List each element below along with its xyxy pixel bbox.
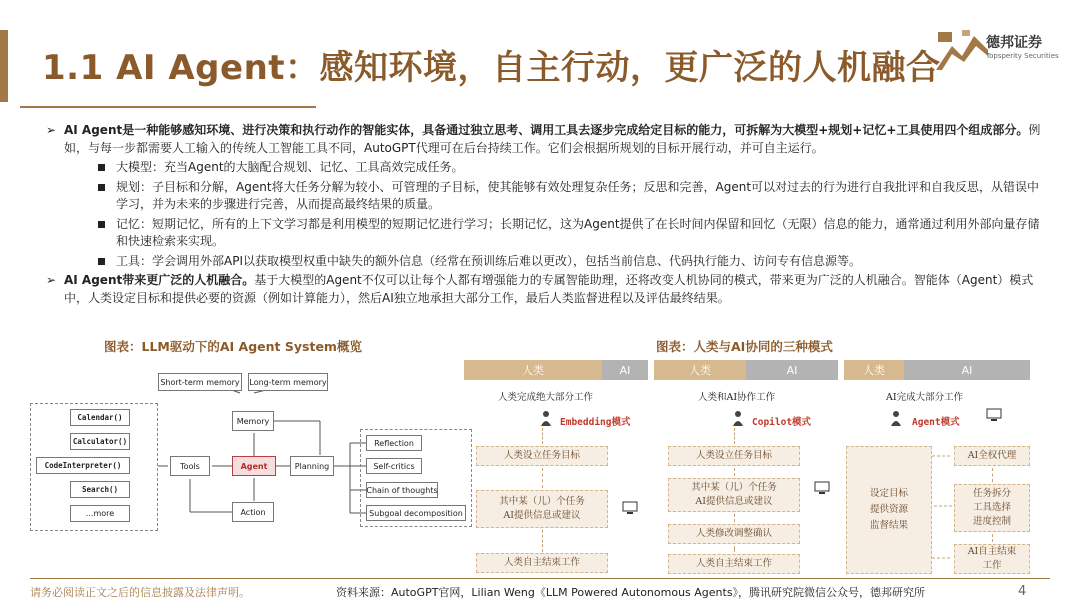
logo-en-text: Topsperity Securities — [986, 52, 1059, 60]
flow-arrow — [992, 468, 993, 482]
computer-icon — [986, 408, 1002, 422]
title-accent-bar — [0, 30, 8, 102]
mode-2-box-1: 人类设立任务目标 — [668, 446, 800, 466]
mode-3-left-box: 设定目标 提供资源 监督结果 — [846, 446, 932, 574]
bullet-2-text: 基于大模型的Agent不仅可以让每个人都有增强能力的专属智能助理，还将改变人机协同的模式，带来更为广泛的人机融合。智能体（Agent）模式中，人类设定目标和提供必要的资源（例如计算能力），然后AI独立地承担大部分工作，最后人类监督进程以及评估最终结果。 — [64, 273, 1034, 305]
square-bullet-icon — [98, 164, 105, 171]
bullet-point-2 — [46, 272, 1046, 307]
mode-3-box-1: AI全权代理 — [954, 446, 1030, 466]
company-logo-icon — [932, 26, 992, 78]
mode-1-name: Embedding模式 — [560, 417, 631, 428]
computer-icon — [814, 481, 830, 495]
bullet-point-1 — [46, 122, 1046, 157]
long-term-memory-node: Long-term memory — [248, 373, 328, 391]
more-tools-node: ...more — [70, 505, 130, 522]
square-bullet-icon — [98, 221, 105, 228]
flow-arrow — [992, 534, 993, 542]
ai-header: AI — [746, 360, 838, 380]
person-icon — [890, 410, 902, 426]
source-note: 资料来源：AutoGPT官网，Lilian Weng《LLM Powered Autonomous Agents》，腾讯研究院微信公众号，德邦研究所 — [336, 586, 926, 599]
bullet-2-bold: AI Agent带来更广泛的人机融合。 — [64, 273, 255, 287]
calculator-node: Calculator() — [70, 433, 130, 450]
flow-arrow — [734, 468, 735, 476]
mode-3-subtitle: AI完成大部分工作 — [886, 392, 964, 403]
flow-arrow — [542, 428, 543, 444]
mode-3-connectors — [932, 446, 954, 574]
disclaimer: 请务必阅读正文之后的信息披露及法律声明。 — [30, 586, 250, 599]
flow-arrow — [734, 514, 735, 522]
short-term-memory-node: Short-term memory — [158, 373, 242, 391]
mode-1-box-2: 其中某（儿）个任务 AI提供信息或建议 — [476, 490, 608, 528]
tools-node: Tools — [170, 456, 210, 476]
subgoal-decomposition-node: Subgoal decomposition — [366, 505, 466, 521]
sub-bullet-text: 大模型：充当Agent的大脑配合规划、记忆、工具高效完成任务。 — [116, 160, 464, 174]
page-title: 1.1 AI Agent：感知环境，自主行动，更广泛的人机融合 — [42, 48, 941, 88]
bullet-1-bold: AI Agent是一种能够感知环境、进行决策和执行动作的智能实体，具备通过独立思考、调用工具去逐步完成给定目标的能力，可拆解为大模型+规划+记忆+工具使用四个组成部分。 — [64, 123, 1029, 137]
person-icon — [732, 410, 744, 426]
sub-bullet-text: 规划：子目标和分解，Agent将大任务分解为较小、可管理的子目标，使其能够有效处理复杂任务；反思和完善，Agent可以对过去的行为进行自我批评和自我反思，从错误中学习，并为未来的步骤进行完善，从而提高最终结果的质量。 — [116, 179, 1040, 211]
mode-2-subtitle: 人类和AI协作工作 — [698, 392, 776, 403]
mode-2-box-2: 其中某（儿）个任务 AI提供信息或建议 — [668, 478, 800, 512]
mode-3-name: Agent模式 — [912, 417, 960, 428]
arrow-bullet-icon: ➢ — [46, 123, 57, 137]
mode-3-header — [844, 360, 1030, 380]
figure-left-caption: 图表：LLM驱动下的AI Agent System概览 — [104, 339, 362, 354]
person-icon — [540, 410, 552, 426]
body-text — [46, 122, 1046, 307]
sub-bullet-text: 工具：学会调用外部API以获取模型权重中缺失的额外信息（经常在预训练后难以更改），包括当前信息、代码执行能力、访问专有信息源等。 — [116, 253, 861, 268]
logo-cn-text: 德邦证券 — [986, 35, 1042, 51]
flow-arrow — [734, 546, 735, 552]
arrow-bullet-icon: ➢ — [46, 273, 57, 287]
reflection-node: Reflection — [366, 435, 422, 451]
mode-2-name: Copilot模式 — [752, 417, 812, 428]
search-node: Search() — [70, 481, 130, 498]
sub-bullet-text: 记忆：短期记忆，所有的上下文学习都是利用模型的短期记忆进行学习；长期记忆，这为Agent提供了在长时间内保留和回忆（无限）信息的能力，通常通过利用外部向量存储和快速检索来实现。 — [116, 216, 1040, 248]
footer-rule — [30, 578, 1050, 579]
planning-node: Planning — [290, 456, 334, 476]
mode-2-box-4: 人类自主结束工作 — [668, 554, 800, 574]
flow-arrow — [542, 530, 543, 552]
human-header: 人类 — [844, 360, 904, 380]
computer-icon — [622, 501, 638, 515]
sub-bullet-memory — [46, 216, 1046, 251]
mode-2-header — [654, 360, 838, 380]
page-number: 4 — [1018, 584, 1027, 599]
square-bullet-icon — [98, 258, 105, 265]
action-node: Action — [232, 502, 274, 522]
self-critics-node: Self-critics — [366, 458, 422, 474]
sub-bullet-llm — [46, 159, 1046, 177]
mode-1-box-1: 人类设立任务目标 — [476, 446, 608, 466]
sub-bullet-tools — [46, 253, 1046, 271]
square-bullet-icon — [98, 184, 105, 191]
mode-1-header — [464, 360, 648, 380]
mode-3-box-2: 任务拆分 工具选择 进度控制 — [954, 484, 1030, 532]
sub-bullet-planning — [46, 179, 1046, 214]
mode-3-box-3: AI自主结束 工作 — [954, 544, 1030, 574]
code-interpreter-node: CodeInterpreter() — [36, 457, 130, 474]
figure-right-caption: 图表：人类与AI协同的三种模式 — [656, 339, 833, 354]
agent-system-diagram — [20, 355, 500, 575]
human-header: 人类 — [464, 360, 602, 380]
flow-arrow — [542, 468, 543, 488]
agent-node: Agent — [232, 456, 276, 476]
memory-node: Memory — [232, 411, 274, 431]
ai-header: AI — [602, 360, 648, 380]
calendar-node: Calendar() — [70, 409, 130, 426]
bullet-1-text: 例如，与每一步都需要人工输入的传统人工智能工具不同，AutoGPT代理可在后台持续工作。它们会根据所规划的目标开展行动，并可自主运行。 — [64, 123, 1041, 155]
title-underline — [20, 106, 316, 108]
mode-1-box-3: 人类自主结束工作 — [476, 553, 608, 573]
chain-of-thoughts-node: Chain of thoughts — [366, 482, 438, 498]
human-header: 人类 — [654, 360, 746, 380]
mode-2-box-3: 人类修改调整确认 — [668, 524, 800, 544]
mode-1-subtitle: 人类完成绝大部分工作 — [498, 392, 594, 403]
flow-arrow — [734, 428, 735, 444]
ai-header: AI — [904, 360, 1030, 380]
